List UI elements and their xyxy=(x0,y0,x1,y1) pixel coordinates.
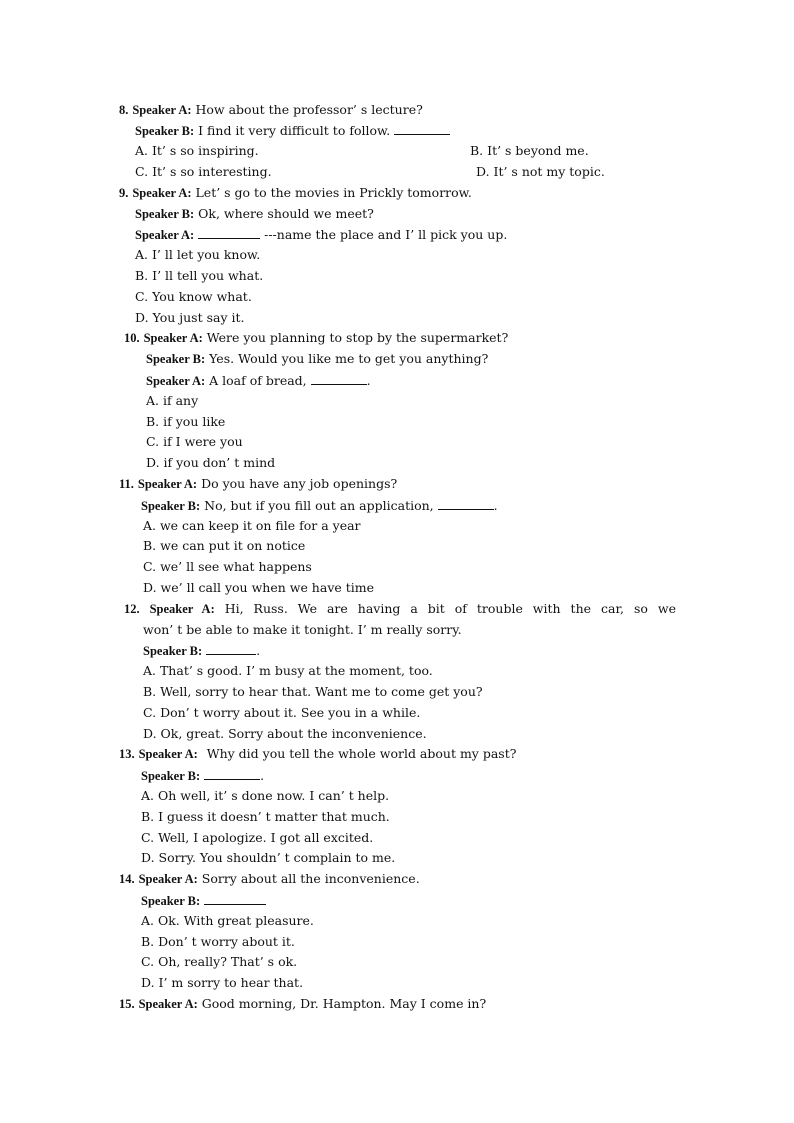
speaker-label: Speaker A: xyxy=(135,228,195,242)
answer-blank[interactable] xyxy=(438,497,494,510)
question-number: 8. xyxy=(119,103,129,117)
speaker-label: Speaker A: xyxy=(138,997,198,1011)
q14-option-b[interactable]: B. Don’ t worry about it. xyxy=(141,934,295,949)
q9-option-d[interactable]: D. You just say it. xyxy=(135,310,245,325)
speaker-label: Speaker B: xyxy=(141,894,201,908)
q11-speaker-b-line: Speaker B: No, but if you fill out an application, . xyxy=(141,498,498,513)
q13-speaker-a-line xyxy=(119,746,516,762)
speaker-label: Speaker B: xyxy=(141,499,201,513)
speaker-label: Speaker A: xyxy=(143,331,203,345)
speaker-label: Speaker A: xyxy=(138,872,198,886)
answer-blank[interactable] xyxy=(311,372,367,385)
q8-speaker-a-line xyxy=(119,102,423,118)
speaker-label: Speaker B: xyxy=(141,769,201,783)
q15-speaker-a-line xyxy=(119,996,486,1012)
q12-option-a[interactable]: A. That’ s good. I’ m busy at the moment, too. xyxy=(143,663,433,678)
q12-option-c[interactable]: C. Don’ t worry about it. See you in a while. xyxy=(143,705,421,720)
q10-option-d[interactable]: D. if you don’ t mind xyxy=(146,455,276,470)
q12-speaker-a-continuation: won’ t be able to make it tonight. I’ m really sorry. xyxy=(143,622,462,637)
q10-speaker-a-line xyxy=(124,330,508,346)
dialogue-text: Hi, Russ. We are having a bit of trouble with the car, so we xyxy=(224,601,676,616)
dialogue-text: Ok, where should we meet? xyxy=(198,206,374,221)
q14-option-d[interactable]: D. I’ m sorry to hear that. xyxy=(141,975,304,990)
dialogue-text: Do you have any job openings? xyxy=(201,476,398,491)
speaker-label: Speaker A: xyxy=(149,602,215,616)
q9-option-c[interactable]: C. You know what. xyxy=(135,289,252,304)
q8-option-d[interactable]: D. It’ s not my topic. xyxy=(476,164,605,179)
q14-option-a[interactable]: A. Ok. With great pleasure. xyxy=(141,913,314,928)
q11-option-d[interactable]: D. we’ ll call you when we have time xyxy=(143,580,375,595)
q11-option-b[interactable]: B. we can put it on notice xyxy=(143,538,306,553)
dialogue-text: I find it very difficult to follow. xyxy=(198,123,391,138)
q13-option-d[interactable]: D. Sorry. You shouldn’ t complain to me. xyxy=(141,850,396,865)
answer-blank[interactable] xyxy=(204,767,260,780)
question-number: 10. xyxy=(124,331,140,345)
speaker-label: Speaker A: xyxy=(146,374,206,388)
speaker-label: Speaker B: xyxy=(135,207,195,221)
speaker-label: Speaker B: xyxy=(146,352,206,366)
dialogue-text: Sorry about all the inconvenience. xyxy=(201,871,420,886)
dialogue-text: Let’ s go to the movies in Prickly tomorrow. xyxy=(195,185,472,200)
q8-speaker-b-line xyxy=(135,122,450,139)
q10-option-c[interactable]: C. if I were you xyxy=(146,434,243,449)
question-number: 13. xyxy=(119,747,135,761)
answer-blank[interactable] xyxy=(204,892,266,905)
dialogue-text: Why did you tell the whole world about my past? xyxy=(206,746,517,761)
q9-speaker-b-line xyxy=(135,206,374,222)
q13-speaker-b-line: Speaker B: . xyxy=(141,768,265,783)
q10-speaker-a2-line: Speaker A: A loaf of bread, . xyxy=(146,373,371,388)
dialogue-text: A loaf of bread, xyxy=(209,373,307,388)
q14-option-c[interactable]: C. Oh, really? That’ s ok. xyxy=(141,954,298,969)
q13-option-b[interactable]: B. I guess it doesn’ t matter that much. xyxy=(141,809,390,824)
answer-blank[interactable] xyxy=(206,642,256,655)
q11-speaker-a-line xyxy=(119,476,397,492)
speaker-label: Speaker A: xyxy=(132,186,192,200)
speaker-label: Speaker A: xyxy=(137,477,198,491)
q9-option-a[interactable]: A. I’ ll let you know. xyxy=(135,247,261,262)
answer-blank[interactable] xyxy=(394,122,450,135)
q11-option-a[interactable]: A. we can keep it on file for a year xyxy=(143,518,361,533)
q14-speaker-b-line xyxy=(141,892,266,909)
q9-speaker-a-line xyxy=(119,185,472,201)
dialogue-text: Yes. Would you like me to get you anything? xyxy=(209,351,489,366)
q12-option-d[interactable]: D. Ok, great. Sorry about the inconvenience. xyxy=(143,726,427,741)
q13-option-a[interactable]: A. Oh well, it’ s done now. I can’ t help. xyxy=(141,788,390,803)
q8-option-c[interactable]: C. It’ s so interesting. xyxy=(135,164,272,179)
q9-speaker-a2-line xyxy=(135,226,507,243)
dialogue-text: Were you planning to stop by the supermarket? xyxy=(206,330,509,345)
dialogue-text: Good morning, Dr. Hampton. May I come in? xyxy=(201,996,487,1011)
q10-option-a[interactable]: A. if any xyxy=(146,393,199,408)
q11-option-c[interactable]: C. we’ ll see what happens xyxy=(143,559,312,574)
speaker-label: Speaker B: xyxy=(135,124,195,138)
q10-speaker-b-line xyxy=(146,351,488,367)
speaker-label: Speaker A: xyxy=(132,103,192,117)
question-number: 9. xyxy=(119,186,129,200)
dialogue-text: No, but if you fill out an application, xyxy=(204,498,434,513)
dialogue-text: How about the professor’ s lecture? xyxy=(195,102,423,117)
q13-option-c[interactable]: C. Well, I apologize. I got all excited. xyxy=(141,830,374,845)
question-number: 11. xyxy=(119,477,134,491)
q12-option-b[interactable]: B. Well, sorry to hear that. Want me to come get you? xyxy=(143,684,483,699)
q9-option-b[interactable]: B. I’ ll tell you what. xyxy=(135,268,264,283)
question-number: 14. xyxy=(119,872,135,886)
q10-option-b[interactable]: B. if you like xyxy=(146,414,226,429)
q12-speaker-a-line xyxy=(124,601,676,617)
question-number: 12. xyxy=(124,602,140,616)
speaker-label: Speaker A: xyxy=(138,747,198,761)
q12-speaker-b-line: Speaker B: . xyxy=(143,643,261,658)
dialogue-text: ---name the place and I’ ll pick you up. xyxy=(260,227,508,242)
q8-option-b[interactable]: B. It’ s beyond me. xyxy=(470,143,589,158)
answer-blank[interactable] xyxy=(198,226,260,239)
q14-speaker-a-line xyxy=(119,871,420,887)
q8-option-a[interactable]: A. It’ s so inspiring. xyxy=(135,143,259,158)
speaker-label: Speaker B: xyxy=(143,644,203,658)
question-number: 15. xyxy=(119,997,135,1011)
